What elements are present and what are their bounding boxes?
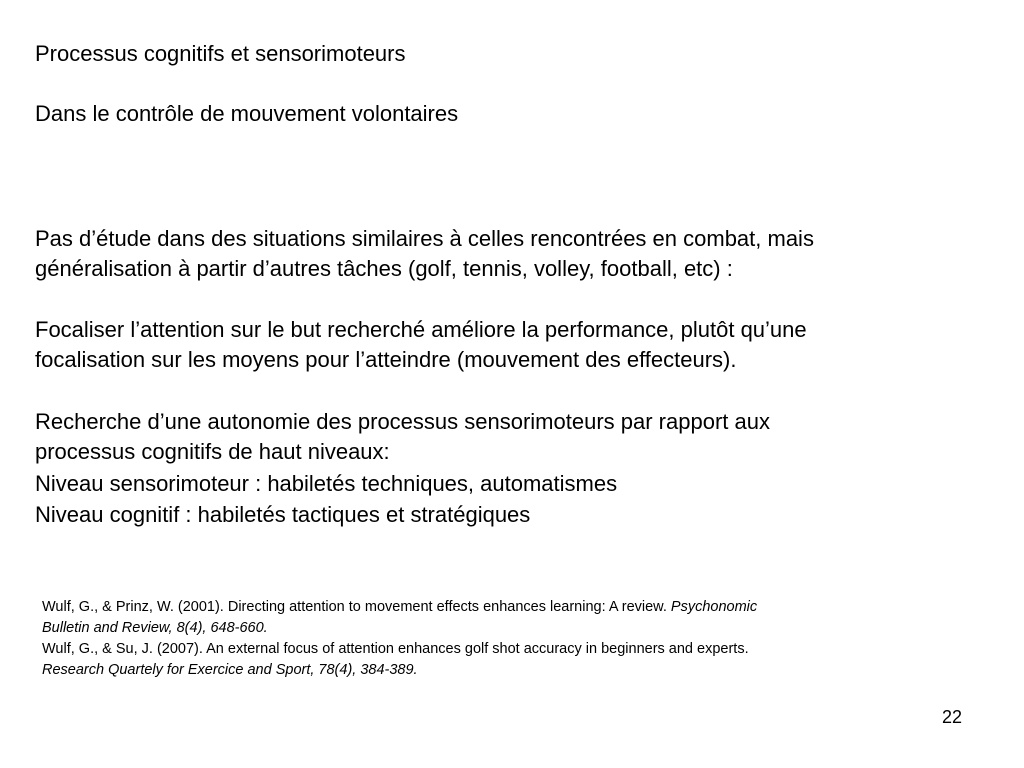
reference-text: Wulf, G., & Su, J. (2007). An external focus of attention enhances golf shot accuracy in beginners and experts. [42, 641, 749, 657]
paragraph-line: Niveau cognitif : habiletés tactiques et stratégiques [35, 502, 531, 527]
references [42, 597, 922, 681]
reference-journal: Research Quartely for Exercice and Sport, 78(4), 384-389. [42, 662, 418, 678]
reference-item [42, 597, 922, 639]
slide-title: Processus cognitifs et sensorimoteurs [35, 41, 406, 66]
paragraph-line: Focaliser l’attention sur le but recherché améliore la performance, plutôt qu’une [35, 317, 807, 342]
paragraph-line: Recherche d’une autonomie des processus sensorimoteurs par rapport aux [35, 409, 770, 434]
reference-text: Wulf, G., & Prinz, W. (2001). Directing attention to movement effects enhances learning: A review. [42, 599, 671, 615]
slide-subtitle: Dans le contrôle de mouvement volontaires [35, 101, 459, 126]
reference-line [42, 597, 922, 618]
page-number: 22 [941, 707, 962, 727]
paragraph-line: généralisation à partir d’autres tâches (golf, tennis, volley, football, etc) : [35, 256, 733, 281]
reference-journal: Psychonomic [670, 599, 758, 615]
paragraph-line: Niveau sensorimoteur : habiletés techniques, automatismes [35, 471, 618, 496]
paragraph-line: Pas d’étude dans des situations similaires à celles rencontrées en combat, mais [35, 226, 814, 251]
paragraph-line: processus cognitifs de haut niveaux: [35, 439, 390, 464]
paragraph-line: focalisation sur les moyens pour l’atteindre (mouvement des effecteurs). [35, 347, 737, 372]
reference-journal: Bulletin and Review, 8(4), 648-660. [42, 620, 268, 636]
reference-item [42, 639, 922, 681]
